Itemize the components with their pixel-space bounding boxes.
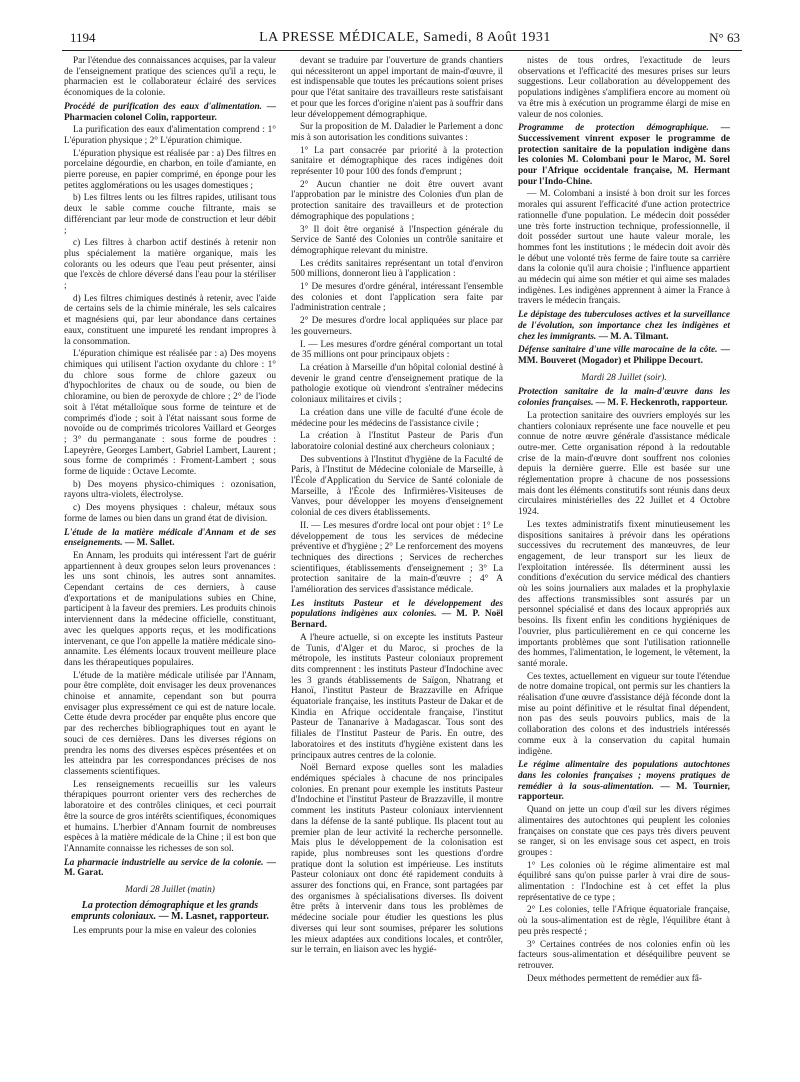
paragraph-text: Les crédits sanitaires représentant un total d'environ 500 millions, donneront lieu à l'application : [291, 258, 503, 280]
journal-title: LA PRESSE MÉDICALE, Samedi, 8 Août 1931 [259, 30, 551, 45]
paragraph-text: 2° Aucun chantier ne doit être ouvert avant l'approbation par le ministre des Colonies d'un plan de protection sanitaire des travailleurs et de protection démographique des populations ; [291, 179, 503, 222]
paragraph [291, 259, 503, 280]
section-heading [518, 387, 730, 408]
paragraph [64, 56, 276, 99]
paragraph [518, 411, 730, 518]
paragraph-text: 3° Il doit être organisé à l'Inspection générale du Service de Santé des Colonies un contrôle sanitaire et démographique relevant du ministre. [291, 224, 503, 256]
paragraph-text: Quand on jette un coup d'œil sur les divers régimes alimentaires des autochtones qui peuplent les colonies françaises on constate que ces pays très divers peuvent se ranger, si on les envisage sous cet aspect, en trois groupes : [518, 805, 730, 858]
paragraph [64, 503, 276, 524]
heading-author: — M. F. Heckenroth, rapporteur. [593, 398, 728, 409]
paragraph-text: La pharmacie industrielle au service de la colonie. [64, 857, 264, 868]
paragraph [64, 780, 276, 855]
session-heading [64, 900, 276, 923]
paragraph [291, 408, 503, 429]
text-column-2 [291, 56, 503, 1076]
paragraph-text: nistes de tous ordres, l'exactitude de leurs observations et l'efficacité des mesures prises sur leurs suggestions. Leur collaboration au développement des populations indigènes s'amplifiera encore au moment où va être mis à exécution un programme élargi de mise en valeur de nos colonies. [518, 56, 730, 120]
paragraph [64, 149, 276, 192]
paragraph [291, 340, 503, 361]
heading-author: — M. Garat. [64, 857, 276, 879]
paragraph-text: 2° De mesures d'ordre local appliquées sur place par les gouverneurs. [291, 316, 503, 337]
paragraph-text: La création à l'Institut Pasteur de Paris d'un laboratoire colonial destiné aux chercheurs coloniaux ; [291, 431, 503, 452]
paragraph-text: Le dépistage des tuberculoses actives et la surveillance de l'évolution, son importance chez les indigènes et chez les immigrants. [518, 310, 730, 342]
paragraph [64, 125, 276, 146]
section-heading [518, 123, 730, 187]
paragraph [291, 146, 503, 178]
paragraph-text: Des subventions à l'Institut d'hygiène de la Faculté de Paris, à l'Institut de Médecine coloniale de Marseille, à l'École d'Application du Service de Santé coloniale de Marseille, à l'École des Infirmières-Visiteuses de Vanves, pour développer les moyens d'enseignement colonial de ces divers établissements. [291, 454, 503, 519]
paragraph-text: En Annam, les produits qui intéressent l'art de guérir appartiennent à deux groupes selon leurs provenances : les uns sont chinois, les autres sont annamites. Cependant certains de ces derniers, à cause d'exportations et de manipulations subies en Chine, participent à la faveur des premiers. Les produits chinois interviennent dans la médecine officielle, constituant, avec les quelques apports reçus, et les modifications intervenant, ce que l'on appelle la matière médicale sino-annamite. Les éléments locaux trouvent meilleure place dans les thérapeutiques populaires. [64, 550, 276, 668]
paragraph [291, 180, 503, 223]
paragraph-text: II. — Les mesures d'ordre local ont pour objet : 1° Le développement de tous les services de médecine préventive et d'hygiène ; 2° Le renforcement des moyens techniques des directions ; Services de recherches scientifiques, établissements d'enseignement ; 3° La protection sanitaire de la main-d'œuvre ; 4° A l'amélioration des services d'assistance médicale. [291, 520, 503, 596]
paragraph [518, 974, 730, 985]
paragraph-text: Programme de protection démographique. [518, 123, 709, 134]
section-heading [64, 528, 276, 549]
paragraph-text: Sur la proposition de M. Daladier le Parlement a donc mis à son autorisation les conditions suivantes : [291, 122, 503, 143]
paragraph-text: 1° De mesures d'ordre général, intéressant l'ensemble des colonies et dont l'application sera faite par l'administration centrale ; [291, 282, 503, 314]
paragraph-text: c) Les filtres à charbon actif destinés à retenir non plus spécialement la matière organique, mais les colorants ou les odeurs que l'eau peut présenter, ainsi que l'excès de chlore déversé dans l'eau pour la stériliser ; [64, 238, 276, 292]
paragraph-text: d) Les filtres chimiques destinés à retenir, avec l'aide de certains sels de la chimie minérale, les sels calcaires et magnésiens qui, par leur abondance dans certaines eaux, constituent une impureté les rendant impropres à la consommation. [64, 293, 276, 347]
paragraph-text: Ces textes, actuellement en vigueur sur toute l'étendue de notre domaine tropical, ont permis sur les chantiers la réalisation d'une œuvre d'assistance déjà féconde dont la mise au point définitive et le résultat final dépendent, non pas des seuls pouvoirs publics, mais de la collaboration des colons et des industriels intéressés comme eux à la conservation du capital humain indigène. [518, 671, 730, 757]
paragraph-text: Procédé de purification des eaux d'alimentation. [64, 101, 262, 112]
paragraph-text: La purification des eaux d'alimentation comprend : 1° L'épuration physique ; 2° L'épuration chimique. [64, 125, 276, 146]
paragraph-text: L'étude de la matière médicale d'Annam et de ses enseignements. [64, 527, 276, 549]
paragraph [291, 122, 503, 143]
paragraph [291, 521, 503, 596]
paragraph [64, 294, 276, 348]
paragraph-text: 1° La part consacrée par priorité à la protection sanitaire et démographique des races indigènes doit représenter 10 pour 100 des fonds d'emprunt ; [291, 145, 503, 178]
paragraph-text: La protection sanitaire des ouvriers employés sur les chantiers coloniaux représente une face nouvelle et peu connue de notre œuvre générale d'assistance médicale outre-mer. Cette organisation répond à la redoutable crise de la main-d'œuvre dont souffrent nos colonies depuis la dernière guerre. Elle est basée sur une réglementation propre à chacune de nos possessions mais dont les éléments constitutifs sont réunis dans deux circulaires ministérielles des 22 Juillet et 4 Octobre 1924. [518, 410, 730, 518]
text-column-3 [518, 56, 730, 1076]
page-header [70, 30, 740, 48]
paragraph [518, 520, 730, 670]
paragraph-text: 1° Les colonies où le régime alimentaire est mal équilibré sans qu'on puisse parler à vrai dire de sous-alimentation : l'Indochine est à cet effet la plus représentative de ce type ; [518, 860, 730, 903]
paragraph [291, 363, 503, 406]
paragraph [64, 671, 276, 778]
paragraph [291, 282, 503, 314]
paragraph [518, 905, 730, 937]
page-number: 1194 [70, 30, 96, 45]
heading-author: — M. Lasnet, rapporteur. [156, 911, 269, 923]
paragraph-text: La création à Marseille d'un hôpital colonial destiné à devenir le grand centre d'enseignement pratique de la pathologie exotique où viendront s'entraîner médecins coloniaux militaires et civils ; [291, 362, 503, 406]
paragraph-text: Les emprunts pour la mise en valeur des colonies [73, 925, 257, 936]
heading-author: — Successivement vinrent exposer le programme de protection sanitaire de la population indigène dans les colonies M. Colombani pour le Maroc, M. Sorel pour l'Afrique occidentale française, M. Hermant pour l'Indo-Chine. [518, 123, 730, 187]
paragraph-text: b) Des moyens physico-chimiques : ozonisation, rayons ultra-violets, électrolyse. [64, 479, 276, 501]
header-rule [62, 50, 742, 51]
paragraph [291, 763, 503, 956]
paragraph-text: La protection démographique et les grands emprunts coloniaux. [71, 899, 259, 923]
section-heading [518, 345, 730, 366]
paragraph-text: c) Des moyens physiques : chaleur, métaux sous forme de lames ou bien dans un grand état de division. [64, 503, 276, 524]
paragraph [64, 193, 276, 236]
heading-author: — M. A. Tilmant. [596, 331, 669, 342]
section-heading [291, 599, 503, 631]
heading-author: — Pharmacien colonel Colin, rapporteur. [64, 101, 276, 123]
paragraph [291, 455, 503, 519]
section-heading [64, 102, 276, 123]
paragraph [64, 480, 276, 501]
paragraph-text: Les renseignements recueillis sur les valeurs thérapiques pourront orienter vers des recherches de laboratoire et des contrôles cliniques, et ceci pourrait être la source de gros intérêts scientifiques, économiques et humains. L'herbier d'Annam fournit de nombreuses espèces à la matière médicale de la Chine ; il est bon que l'Annamite connaisse les richesses de son sol. [64, 779, 276, 854]
paragraph-text: I. — Les mesures d'ordre général comportant un total de 35 millions ont pour principaux objets : [291, 339, 503, 361]
paragraph [64, 551, 276, 669]
paragraph [64, 926, 276, 937]
text-column-1 [64, 56, 276, 1076]
section-heading [518, 310, 730, 342]
paragraph-text: Protection sanitaire de la main-d'œuvre dans les colonies françaises. [518, 387, 730, 409]
paragraph-text: — M. Colombani a insisté à bon droit sur les forces morales qui assurent l'efficacité d'une action protectrice rationnelle d'une population. Le médecin doit posséder une très forte instruction technique, professionnelle, il doit posséder surtout une haute valeur morale, les hommes font les institutions ; le médecin doit avoir dès le début une volonté très ferme de faire toute sa carrière dans la colonie qu'il aura choisie ; l'influence appartient au médecin qui aime son métier et qui aime ses malades indigènes. Les indigènes apprennent à aimer la France à travers le médecin français. [518, 189, 730, 307]
paragraph-text: Mardi 28 Juillet (soir). [581, 372, 667, 383]
paragraph-text: Le régime alimentaire des populations autochtones dans les colonies françaises ; moyens pratiques de remédier à la sous-alimentation. [518, 760, 730, 792]
section-heading [64, 858, 276, 879]
paragraph [518, 56, 730, 120]
paragraph-text: Mardi 28 Juillet (matin) [125, 885, 215, 896]
paragraph [518, 189, 730, 307]
paragraph [291, 316, 503, 337]
session-date [64, 885, 276, 896]
paragraph-text: Les instituts Pasteur et le développement des populations indigènes aux colonies. [291, 598, 503, 620]
heading-author: — M. Sallet. [122, 538, 175, 549]
paragraph [64, 238, 276, 292]
paragraph-text: Noël Bernard expose quelles sont les maladies endémiques spéciales à chacune de nos principales colonies. En prenant pour exemple les instituts Pasteur d'Indochine et l'institut Pasteur de Brazzaville, il montre comment les instituts Pasteur coloniaux interviennent dans la défense de la santé publique. Ils placent tout au premier plan de leur activité la recherche personnelle. Mais plus le développement de la colonisation est rapide, plus nombreuses sont les questions d'ordre pratique dont la solution est impérieuse. Les instituts Pasteur coloniaux ont donc été rapidement conduits à assurer des fonctions qui, en France, sont partagées par des organismes à spécialisations diverses. Ils doivent être prêts à intervenir dans tous les problèmes de médecine sociale pour étudier les questions les plus diverses qui leur sont soumises, préparer les solutions les mieux adaptées aux conditions locales, et contrôler, sur le terrain, en liaison avec les hygié- [291, 763, 503, 956]
paragraph-text: devant se traduire par l'ouverture de grands chantiers qui nécessiteront un appel important de main-d'œuvre, il est indispensable que toutes les précautions soient prises pour que l'état sanitaire des travailleurs reste satisfaisant et pour que les forces d'origine n'aient pas à souffrir dans leur développement démographique. [291, 56, 503, 120]
heading-author: — M. P. Noël Bernard. [291, 609, 503, 631]
paragraph-text: L'épuration chimique est réalisée par : a) Des moyens chimiques qui utilisent l'action oxydante du chlore : 1° du chlore sous forme de chlore gazeux ou d'hypochlorites de chaux ou de soude, ou bien de chloramine, ou bien de peroxyde de chlore ; 2° de l'iode soit à l'état métalloïque sous forme de teinture et de comprimés d'iode ; soit à l'état naissant sous forme de novoïde ou de comprimés tricolores Vaillard et Georges ; 3° du permanganate : sous forme de poudres : Lapeyrère, Georges Lambert, Gabriel Lambert, Laurent ; sous forme de comprimés : Froment-Lambert ; sous forme de liquide : Octave Lecomte. [64, 349, 276, 478]
session-date [518, 373, 730, 384]
paragraph-text: Par l'étendue des connaissances acquises, par la valeur de l'enseignement pratique des sciences qu'il a reçu, le pharmacien est le collaborateur éclairé des services économiques de la colonie. [64, 56, 276, 99]
paragraph [291, 431, 503, 452]
paragraph-text: La création dans une ville de faculté d'une école de médecine pour les médecins de l'assistance civile ; [291, 407, 503, 429]
paragraph-text: 2° Les colonies, telle l'Afrique équatoriale française, où la sous-alimentation est de règle, l'équilibre étant à peu près respecté ; [518, 905, 730, 937]
heading-author: — MM. Bouveret (Mogador) et Philippe Decourt. [518, 345, 730, 366]
paragraph-text: Défense sanitaire d'une ville marocaine de la côte. [518, 345, 718, 356]
paragraph [64, 349, 276, 477]
paragraph-text: A l'heure actuelle, si on excepte les instituts Pasteur de Tunis, d'Alger et du Maroc, si proches de la métropole, les instituts Pasteur coloniaux proprement dits comprennent : les instituts Pasteur d'Indochine avec les 3 grands établissements de Saïgon, Nhatrang et Hanoï, l'institut Pasteur de Brazzaville en Afrique équatoriale française, les instituts Pasteur de Dakar et de Kindia en Afrique occidentale française, l'institut Pasteur de Tananarive à Madagascar. Tous sont des filiales de l'Institut Pasteur de Paris. En outre, des laboratoires et des instituts d'hygiène existent dans les principaux autres centres de la colonie. [291, 632, 503, 761]
heading-author: — M. Tournier, rapporteur. [518, 781, 730, 803]
paragraph [518, 940, 730, 972]
paragraph [518, 672, 730, 758]
issue-number: N° 63 [709, 30, 740, 45]
paragraph-text: b) Les filtres lents ou les filtres rapides, utilisant tous deux le sable comme couche filtrante, mais se différenciant par leur mode de construction et leur débit ; [64, 193, 276, 236]
paragraph-text: Les textes administratifs fixent minutieusement les dispositions sanitaires à prévoir dans les opérations successives du recrutement des manœuvres, de leur engagement, de leur transport sur les lieux de l'exploitation intéressée. Ils déterminent aussi les conditions d'exécution du service médical des chantiers où les soins journaliers aux malades et la prophylaxie des affections transmissibles sont assurés par un personnel spécialisé et dans des locaux appropriés aux besoins. Ils fixent enfin les conditions hygiéniques de l'ouvrier, plus particulièrement en ce qui concerne les importants problèmes que sont l'utilisation rationnelle des hommes, l'alimentation, le logement, le vêtement, la santé morale. [518, 519, 730, 669]
paragraph-text: Deux méthodes permettent de remédier aux fâ- [527, 973, 703, 984]
paragraph-text: L'épuration physique est réalisée par : a) Des filtres en porcelaine dégourdie, en charbon, en toile d'amiante, en pierre poreuse, en papier comprimé, en éponge pour les petites agglomérations ou les usages domestiques ; [64, 148, 276, 191]
paragraph [518, 805, 730, 859]
section-heading [518, 760, 730, 803]
paragraph-text: L'étude de la matière médicale utilisée par l'Annam, pour être complète, doit envisager les deux provenances chinoise et annamite, cependant son but pourra envisager plus expressément ce qui est de nature locale. Cette étude devra procéder par enquête plus encore que par des recherches bibliographiques tout en ayant le souci de ces dernières. Dans les diverses régions on prendra les noms des diverses espèces présentées et on les atteindra par les correspondances précises de nos classements scientifiques. [64, 670, 276, 777]
paragraph-text: 3° Certaines contrées de nos colonies enfin où les facteurs sous-alimentation et déséquilibre peuvent se retrouver. [518, 939, 730, 971]
paragraph [291, 225, 503, 257]
paragraph [518, 861, 730, 904]
paragraph [291, 56, 503, 120]
paragraph [291, 633, 503, 761]
